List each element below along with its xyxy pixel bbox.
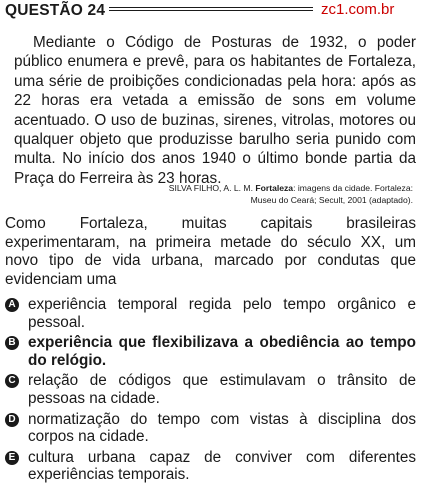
citation-title: Fortaleza	[255, 183, 294, 193]
option-letter-c: C	[5, 374, 19, 388]
citation	[83, 183, 413, 206]
option-text-c: relação de códigos que estimulavam o trânsito de pessoas na cidade.	[28, 372, 416, 407]
header-double-rule	[109, 7, 313, 11]
question-number: QUESTÃO 24	[5, 2, 106, 19]
citation-line2: Museu do Ceará; Secult, 2001 (adaptado).	[250, 194, 413, 205]
site-watermark: zc1.com.br	[321, 1, 395, 18]
option-e[interactable]	[5, 449, 416, 484]
option-letter-b: B	[5, 336, 19, 350]
option-b[interactable]	[5, 334, 416, 369]
option-text-e: cultura urbana capaz de conviver com diferentes experiências temporais.	[28, 448, 416, 484]
option-letter-a: A	[5, 298, 19, 312]
option-letter-d: D	[5, 413, 19, 427]
option-d[interactable]	[5, 411, 416, 446]
option-letter-e: E	[5, 451, 19, 465]
option-text-a: experiência temporal regida pelo tempo orgânico e pessoal.	[28, 296, 416, 331]
option-text-b: experiência que flexibilizava a obediência ao tempo do relógio.	[28, 334, 416, 369]
option-text-d: normatização do tempo com vistas à disciplina dos corpos na cidade.	[28, 410, 416, 446]
option-c[interactable]	[5, 372, 416, 407]
option-a[interactable]	[5, 296, 416, 331]
passage-text: Mediante o Código de Posturas de 1932, o poder público enumera e prevê, para os habitantes de Fortaleza, uma série de proibições condicionadas pela hora: após as 22 horas era vetada a emissão de sons em volume acentuado. O uso de buzinas, sirenes, vitrolas, motores ou qualquer objeto que produzisse barulho seria punido com multa. No início dos anos 1940 o último bonde partia da Praça do Ferreira às 23 horas.	[14, 34, 416, 187]
citation-author: SILVA FILHO, A. L. M.	[168, 183, 256, 193]
citation-rest: : imagens da cidade. Fortaleza:	[293, 183, 413, 193]
question-header	[5, 2, 417, 24]
answer-options	[5, 296, 416, 484]
question-stem: Como Fortaleza, muitas capitais brasileiras experimentaram, na primeira metade do século XX, um novo tipo de vida urbana, marcado por condutas que evidenciam uma	[5, 215, 416, 288]
